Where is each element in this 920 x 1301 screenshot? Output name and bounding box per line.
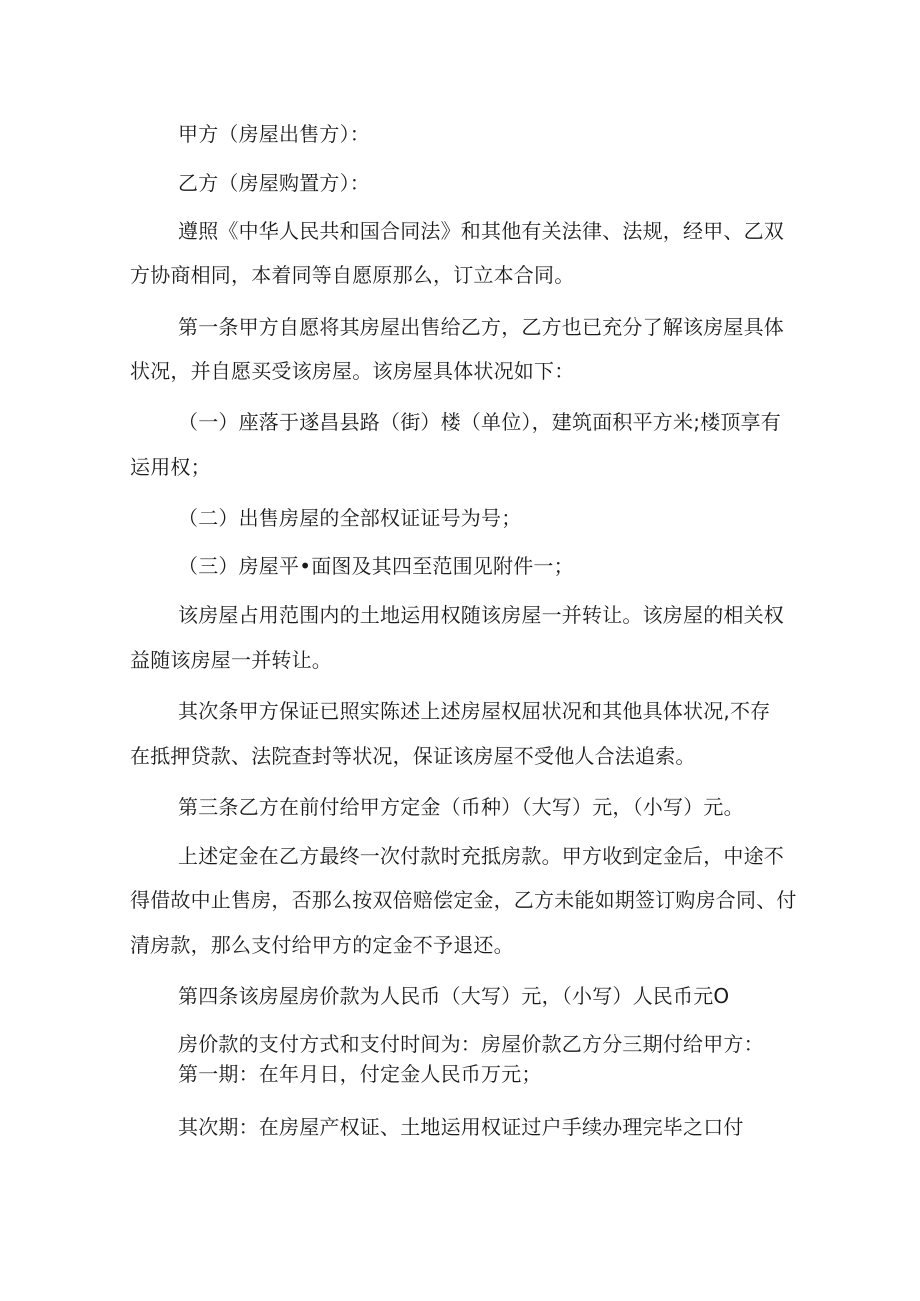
phase2-line: 其次期：在房屋产权证、土地运用权证过户手续办理完毕之口付	[178, 1115, 744, 1139]
article4-line: 第四条该房屋房价款为人民币（大写）元，（小写）人民币元O	[178, 984, 730, 1008]
party-a-line: 甲方（房屋出售方）：	[178, 122, 370, 146]
article1-line-2: 状况，并自愿买受该房屋。该房屋具体状况如下：	[130, 359, 575, 383]
preamble-line-2: 方协商相同，本着同等自愿原那么，订立本合同。	[130, 263, 575, 287]
article2-line-1: 其次条甲方保证已照实陈述上述房屋权屈状况和其他具体状况,不存	[178, 699, 771, 723]
payment-line-1: 房价款的支付方式和支付时间为：房屋价款乙方分三期付给甲方：	[178, 1032, 764, 1056]
preamble-line-1: 遵照《中华人民共和国合同法》和其他有关法律、法规，经甲、乙双	[178, 219, 784, 243]
party-b-line: 乙方（房屋购置方）：	[178, 171, 370, 195]
article3-line: 第三条乙方在前付给甲方定金（币种）（大写）元，（小写）元。	[178, 795, 744, 819]
deposit-line-3: 清房款，那么支付给甲方的定金不予退还。	[130, 933, 514, 957]
item1-line-1: （一）座落于遂昌县路（街）楼（单位），建筑面积平方米;楼顶享有	[178, 410, 781, 434]
land-right-line-1: 该房屋占用范围内的土地运用权随该房屋一并转让。该房屋的相关权	[178, 603, 784, 627]
article2-line-2: 在抵押贷款、法院查封等状况，保证该房屋不受他人合法追索。	[130, 744, 696, 768]
deposit-line-1: 上述定金在乙方最终一次付款时充抵房款。甲方收到定金后，中途不	[178, 844, 784, 868]
payment-line-2: 第一期：在年月日，付定金人民币万元；	[178, 1062, 542, 1086]
land-right-line-2: 益随该房屋一并转让。	[130, 648, 332, 672]
item2-line: （二）出售房屋的全部权证证号为号；	[178, 506, 522, 530]
deposit-line-2: 得借故中止售房，否那么按双倍赔偿定金，乙方未能如期签订购房合同、付	[130, 888, 797, 912]
item1-line-2: 运用权；	[130, 455, 211, 479]
article1-line-1: 第一条甲方自愿将其房屋出售给乙方，乙方也已充分了解该房屋具体	[178, 315, 784, 339]
item3-line: （三）房屋平•面图及其四至范围见附件一；	[178, 554, 574, 578]
